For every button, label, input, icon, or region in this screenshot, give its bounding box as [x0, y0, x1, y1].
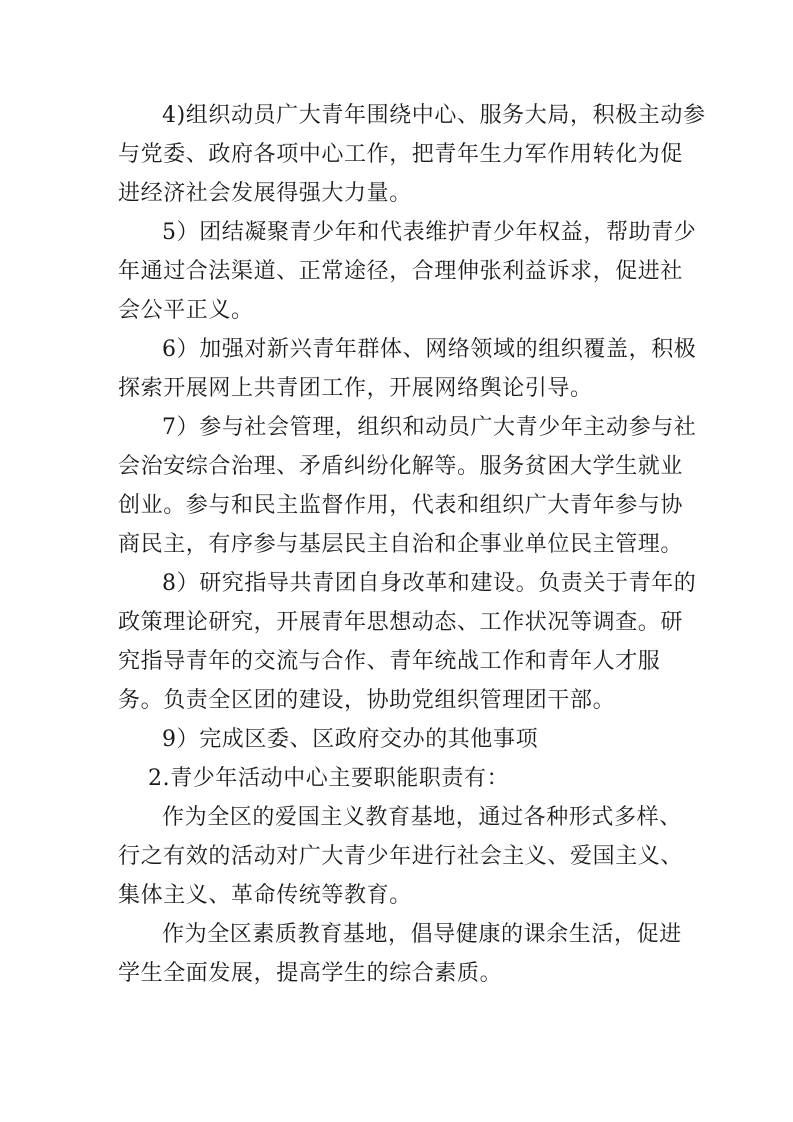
paragraph-4-line-1: 4)组织动员广大青年围绕中心、服务大局，积极主动参	[162, 103, 706, 128]
paragraph-4-line-2: 与党委、政府各项中心工作，把青年生力军作用转化为促	[118, 142, 684, 167]
paragraph-a-line-1: 作为全区的爱国主义教育基地，通过各种形式多样、	[162, 805, 682, 830]
paragraph-7-line-1: 7）参与社会管理，组织和动员广大青少年主动参与社	[162, 415, 697, 440]
document-body	[118, 96, 706, 993]
paragraph-a-line-2: 行之有效的活动对广大青少年进行社会主义、爱国主义、	[118, 844, 684, 869]
paragraph-b-line-2: 学生全面发展，提高学生的综合素质。	[118, 961, 503, 986]
paragraph-9-line-1: 9）完成区委、区政府交办的其他事项	[162, 727, 539, 752]
paragraph-8-line-3: 究指导青年的交流与合作、青年统战工作和青年人才服	[118, 649, 661, 674]
paragraph-7-line-3: 创业。参与和民主监督作用，代表和组织广大青年参与协	[118, 493, 684, 518]
paragraph-a-line-3: 集体主义、革命传统等教育。	[118, 883, 412, 908]
paragraph-5-line-2: 年通过合法渠道、正常途径，合理伸张利益诉求，促进社	[118, 259, 684, 284]
paragraph-6-line-2: 探索开展网上共青团工作，开展网络舆论引导。	[118, 376, 593, 401]
section-heading-2: 2.青少年活动中心主要职能职责有：	[148, 766, 510, 791]
paragraph-5-line-3: 会公平正义。	[118, 298, 254, 323]
paragraph-8-line-4: 务。负责全区团的建设，协助党组织管理团干部。	[118, 688, 616, 713]
paragraph-8-line-1: 8）研究指导共青团自身改革和建设。负责关于青年的	[162, 571, 697, 596]
paragraph-7-line-2: 会治安综合治理、矛盾纠纷化解等。服务贫困大学生就业	[118, 454, 684, 479]
paragraph-5-line-1: 5）团结凝聚青少年和代表维护青少年权益，帮助青少	[162, 220, 697, 245]
paragraph-7-line-4: 商民主，有序参与基层民主自治和企事业单位民主管理。	[118, 532, 684, 557]
paragraph-b-line-1: 作为全区素质教育基地，倡导健康的课余生活，促进	[162, 922, 682, 947]
paragraph-4-line-3: 进经济社会发展得强大力量。	[118, 181, 412, 206]
paragraph-6-line-1: 6）加强对新兴青年群体、网络领域的组织覆盖，积极	[162, 337, 697, 362]
paragraph-8-line-2: 政策理论研究，开展青年思想动态、工作状况等调查。研	[118, 610, 684, 635]
